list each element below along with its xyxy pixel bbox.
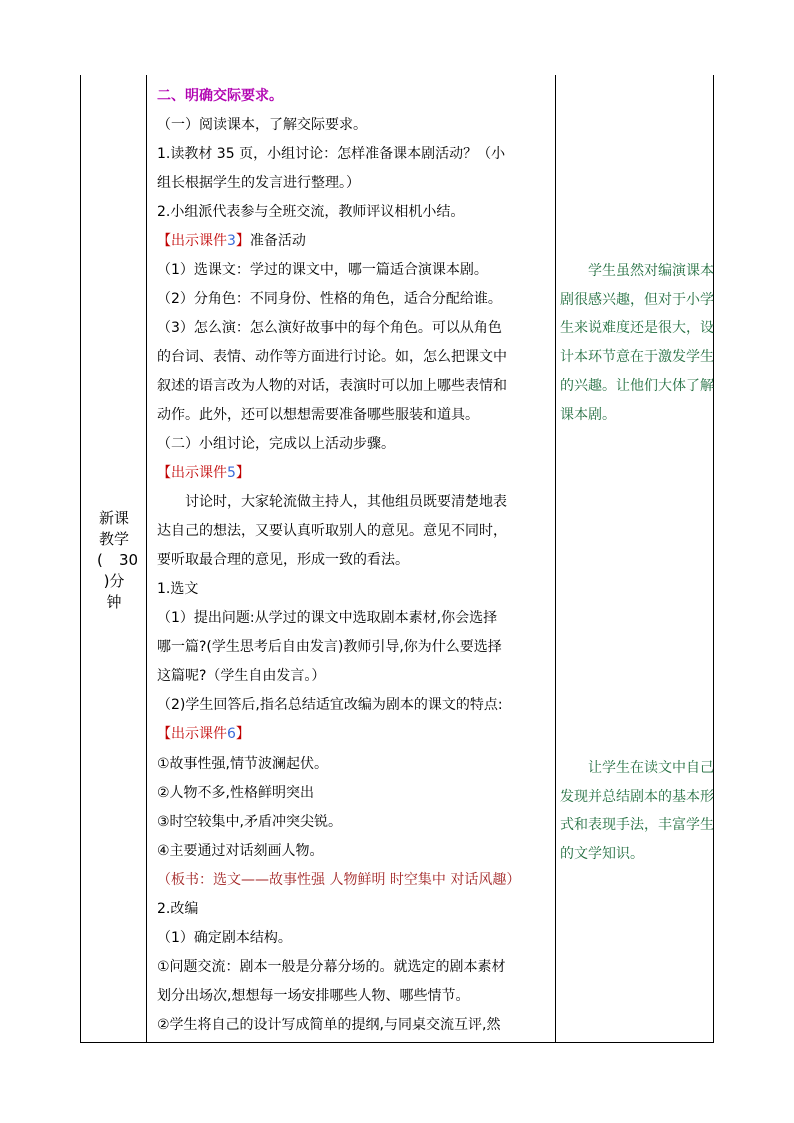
label-minutes-number: 30 (119, 551, 139, 569)
content-line: 2.小组派代表参与全班交流，教师评议相机小结。 (157, 204, 465, 220)
courseware-tag-close: 】 (235, 465, 250, 481)
label-line-4: )分 (103, 572, 125, 590)
content-line: ②学生将自己的设计写成简单的提纲,与同桌交流互评,然 (157, 1017, 501, 1033)
content-line: （1）确定剧本结构。 (157, 930, 292, 946)
content-line: ④主要通过对话刻画人物。 (157, 843, 324, 859)
label-line-5: 钟 (106, 593, 122, 611)
section-heading: 二、明确交际要求。 (157, 88, 283, 104)
table-col-divider-1 (146, 75, 147, 1043)
table-left-border (80, 75, 81, 1043)
courseware-tag: 【出示课件 (157, 465, 227, 481)
content-line: 组长根据学生的发言进行整理。） (157, 175, 360, 191)
design-note-2: 让学生在读文中自己发现并总结剧本的基本形式和表现手法，丰富学生的文学知识。 (560, 760, 714, 863)
content-line: 1.选文 (157, 581, 199, 597)
courseware-number: 5 (227, 465, 236, 481)
table-bottom-border (80, 1042, 714, 1043)
courseware-tag-line (157, 232, 553, 250)
label-line-1: 新课 (98, 509, 129, 527)
courseware-number: 3 (227, 233, 236, 249)
courseware-title: 准备活动 (249, 233, 306, 249)
content-line: 哪一篇?(学生思考后自由发言)教师引导,你为什么要选择 (157, 639, 502, 655)
content-line: （3）怎么演：怎么演好故事中的每个角色。可以从角色 (157, 320, 502, 336)
content-line: 要听取最合理的意见，形成一致的看法。 (157, 552, 409, 568)
content-line: ②人物不多,性格鲜明突出 (157, 785, 315, 801)
content-line: （2)学生回答后,指名总结适宜改编为剧本的课文的特点: (157, 697, 503, 713)
content-line: ③时空较集中,矛盾冲突尖锐。 (157, 814, 343, 830)
content-line: ①问题交流：剧本一般是分幕分场的。就选定的剧本素材 (157, 959, 506, 975)
label-line-2: 教学 (98, 530, 129, 548)
content-line: 1.读教材 35 页，小组讨论：怎样准备课本剧活动？（小 (157, 146, 506, 162)
content-line: 动作。此外，还可以想想需要准备哪些服装和道具。 (157, 407, 479, 423)
content-line: 划分出场次,想想每一场安排哪些人物、哪些情节。 (157, 988, 470, 1004)
content-line: （二）小组讨论，完成以上活动步骤。 (157, 436, 395, 452)
table-col-divider-2 (555, 75, 556, 1043)
courseware-tag-close: 】 (235, 233, 250, 249)
content-line: （1）提出问题:从学过的课文中选取剧本素材,你会选择 (157, 610, 498, 626)
content-line: （一）阅读课本，了解交际要求。 (157, 117, 367, 133)
design-note-1: 学生虽然对编演课本剧很感兴趣，但对于小学生来说难度还是很大，设计本环节意在于激发学生的兴趣。让他们大体了解课本剧。 (560, 263, 714, 423)
label-open-paren: ( (97, 551, 103, 569)
content-line: 的台词、表情、动作等方面进行讨论。如，怎么把课文中 (157, 349, 507, 365)
content-line: 这篇呢?（学生自由发言。） (157, 668, 326, 684)
content-line: （1）选课文：学过的课文中，哪一篇适合演课本剧。 (157, 262, 488, 278)
courseware-tag: 【出示课件 (157, 726, 227, 742)
courseware-number: 6 (227, 726, 236, 742)
content-line: 达自己的想法，又要认真听取别人的意见。意见不同时， (157, 523, 507, 539)
courseware-tag-close: 】 (235, 726, 250, 742)
content-line: （2）分角色：不同身份、性格的角色，适合分配给谁。 (157, 291, 502, 307)
content-line: 讨论时，大家轮流做主持人，其他组员既要清楚地表 (185, 494, 507, 510)
courseware-tag: 【出示课件 (157, 233, 227, 249)
courseware-tag-line (157, 725, 553, 743)
table-right-border (713, 75, 714, 1043)
content-line: ①故事性强,情节波澜起伏。 (157, 756, 329, 772)
content-line: 叙述的语言改为人物的对话，表演时可以加上哪些表情和 (157, 378, 507, 394)
board-summary: （板书：选文——故事性强 人物鲜明 时空集中 对话风趣） (157, 872, 521, 888)
content-line: 2.改编 (157, 901, 199, 917)
courseware-tag-line (157, 464, 553, 482)
